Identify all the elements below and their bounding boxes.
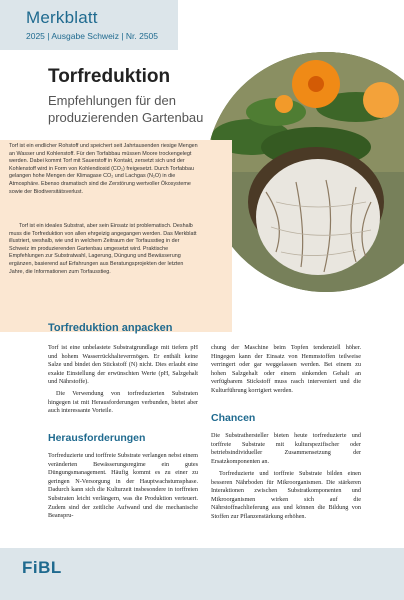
main-paragraph-1: Torf ist eine unbelastete Substratgrundlage mit tiefem pH und hohem Wasserrückhaltevermögen. Er enthält keine Salze und bindet den Stickstoff (N) nicht. Dies erlaubt eine exakte Einstellung der erwünschten Werte (pH, Salzgehalt und Nährstoffe). xyxy=(48,344,198,386)
intro-paragraph-2: Torf ist ein ideales Substrat, aber sein Einsatz ist problematisch. Deshalb muss die Torfreduktion von allen ehrgeizig angegangen werden. Das Merkblatt illustriert, weshalb, wie und in welchem Zeitraum der Torfausstieg in der Schweiz im produzierenden Gartenbau umgesetzt wird. Praktische Empfehlungen zur Substratwahl, Lagerung, Düngung und Bewässerung ergänzen, basierend auf Erfahrungen aus Beratungsprojekten der letzten Jahre, die Informationen zum Torfausstieg. xyxy=(9,223,197,275)
section-heading-torfreduktion: Torfreduktion anpacken xyxy=(48,322,173,334)
page-title: Torfreduktion xyxy=(48,66,171,87)
plant-root-illustration xyxy=(206,52,404,292)
plant-root-photo xyxy=(206,52,404,292)
intro-box xyxy=(0,140,232,332)
right-column-paragraph-1: chung der Maschine beim Topfen tendenziell höher. Hingegen kann der Einsatz von Hemmstoffen teilweise verringert oder gar weggelassen werden. Bei einem zu hohen Salzgehalt oder einem sinkenden Gehalt an verfügbarem Stickstoff muss rasch interveniert und die Kulturführung korrigiert werden. xyxy=(211,344,361,394)
page-subtitle: Empfehlungen für den produzierenden Gartenbau xyxy=(48,93,204,125)
intro-paragraph-1: Torf ist ein endlicher Rohstoff und speichert seit Jahrtausenden riesige Mengen an Wasser und Kohlenstoff. Für den Torfabbau müssen Moore trockengelegt werden. Dabei kommt Torf mit Sauerstoff in Kontakt, zersetzt sich und der Kohlenstoff wird in Form von Kohlendioxid (CO₂) freigesetzt. Durch Torfabbau gelangen hohe Mengen der Klimagase CO₂ und Lachgas (N₂O) in die Atmosphäre. Ebenso dramatisch sind die Zerstörung wertvoller Ökosysteme sowie der Biodiversitätsverlust. xyxy=(9,143,198,195)
section-heading-challenges: Herausforderungen xyxy=(48,432,146,444)
edition-info: 2025 | Ausgabe Schweiz | Nr. 2505 xyxy=(26,31,159,41)
main-paragraph-2: Die Verwendung von torfreduzierten Substraten hingegen ist mit Herausforderungen verbunden, bietet aber auch interessante Vorteile. xyxy=(48,390,198,415)
chances-paragraph-2: Torfreduzierte und torffreie Substrate bilden einen besseren Nährboden für Mikroorganismen. Die stärkeren Interaktionen zwischen Substratkomponenten und Mikroorganismen wirken sich auf die Nährstoffnachlieferung aus und können die Bildung von Stoffen zur Pflanzenstärkung erhöhen. xyxy=(211,470,361,520)
series-title: Merkblatt xyxy=(26,8,98,27)
fibl-logo: FiBL xyxy=(22,558,62,577)
section-heading-chances: Chancen xyxy=(211,412,256,424)
challenges-paragraph-1: Torfreduzierte und torffreie Substrate verlangen nebst einem veränderten Bewässerungsregime ein gutes Düngungsmanagement. Häufig kommt es zu einer zu geringen N-Versorgung in der Hauptwachstumsphase. Dadurch kann sich die Kulturzeit insbesondere in torffreien Substraten leicht verlängern, was die Produktion verteuert. Zudem sind der zeitliche Aufwand und die mechanische Beanspru- xyxy=(48,452,198,520)
chances-paragraph-1: Die Substrathersteller bieten heute torfreduzierte und torffreie Substrate mit kulturspezifischer oder betriebsindividueller Zusammensetzung der Ersatzkomponenten an. xyxy=(211,432,361,465)
